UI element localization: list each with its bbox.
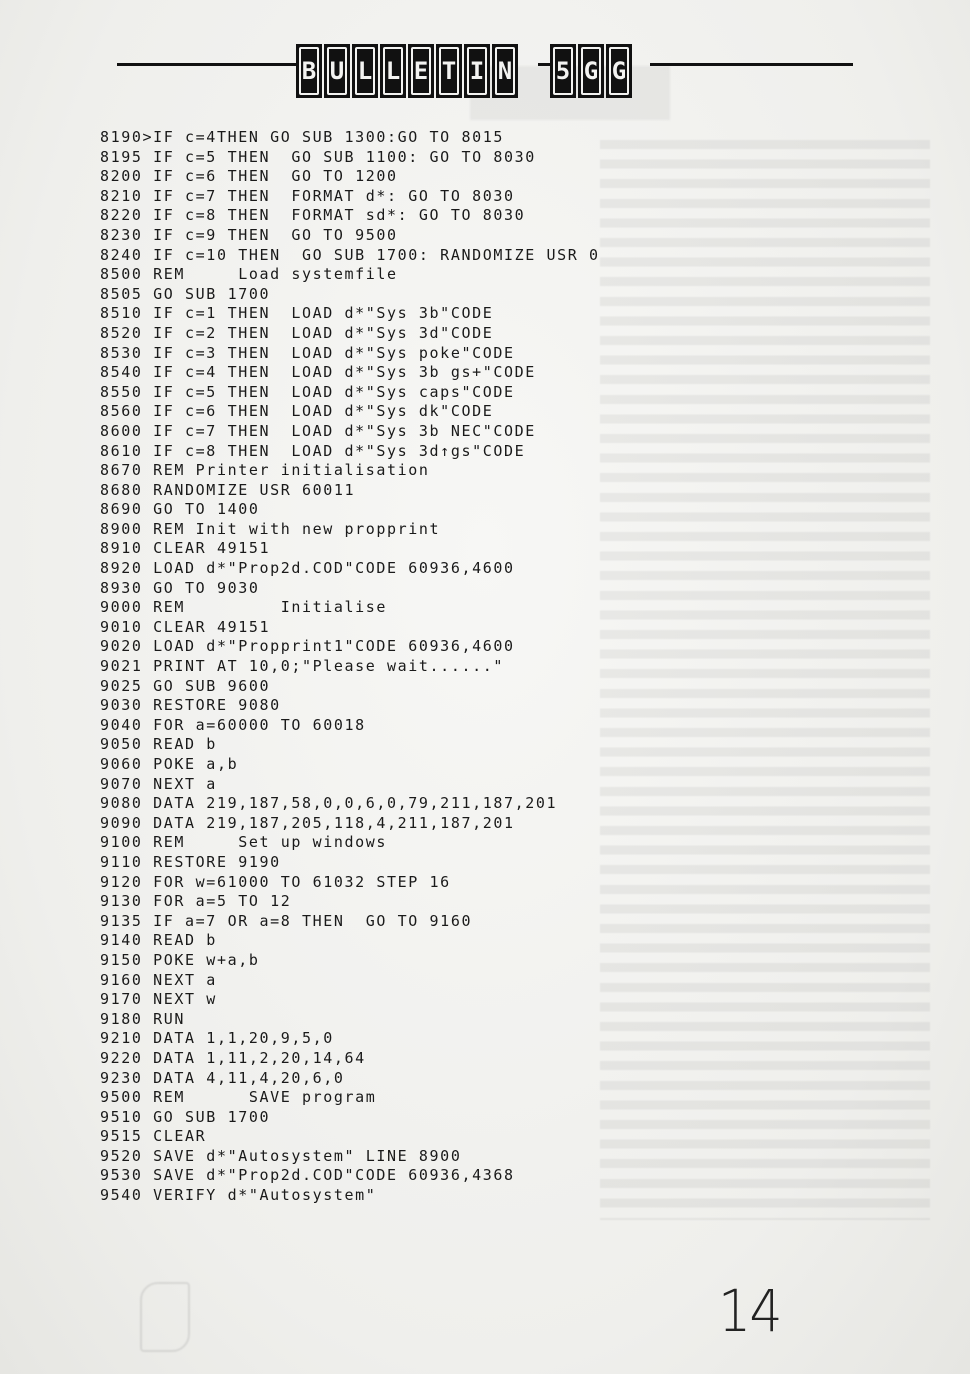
banner-letter: L bbox=[380, 44, 406, 98]
code-line: 9100 REM Set up windows bbox=[100, 833, 388, 852]
code-line: 9120 FOR w=61000 TO 61032 STEP 16 bbox=[100, 872, 451, 891]
code-line: 9021 PRINT AT 10,0;"Please wait......" bbox=[100, 657, 504, 676]
code-line: 8210 IF c=7 THEN FORMAT d*: GO TO 8030 bbox=[100, 186, 515, 205]
code-line: 8520 IF c=2 THEN LOAD d*"Sys 3d"CODE bbox=[100, 323, 494, 342]
code-line: 8600 IF c=7 THEN LOAD d*"Sys 3b NEC"CODE bbox=[100, 421, 536, 440]
code-line: 9000 REM Initialise bbox=[100, 598, 388, 617]
code-line: 8200 IF c=6 THEN GO TO 1200 bbox=[100, 167, 398, 186]
bulletin-banner bbox=[296, 42, 632, 100]
code-line: 8540 IF c=4 THEN LOAD d*"Sys 3b gs+"CODE bbox=[100, 363, 536, 382]
code-line: 9515 CLEAR bbox=[100, 1127, 207, 1146]
header-rule-left bbox=[117, 63, 299, 66]
code-line: 9230 DATA 4,11,4,20,6,0 bbox=[100, 1068, 345, 1087]
code-line: 9180 RUN bbox=[100, 1009, 186, 1028]
page-number: 14 bbox=[718, 1277, 781, 1345]
banner-letter: B bbox=[296, 44, 322, 98]
code-line: 8680 RANDOMIZE USR 60011 bbox=[100, 480, 356, 499]
code-line: 9080 DATA 219,187,58,0,0,6,0,79,211,187,201 bbox=[100, 794, 558, 813]
code-line: 9135 IF a=7 OR a=8 THEN GO TO 9160 bbox=[100, 911, 473, 930]
code-line: 9020 LOAD d*"Propprint1"CODE 60936,4600 bbox=[100, 637, 515, 656]
code-line: 8900 REM Init with new propprint bbox=[100, 519, 441, 538]
header-rule-right bbox=[650, 63, 853, 66]
code-line: 8500 REM Load systemfile bbox=[100, 265, 398, 284]
banner-letter: 5 bbox=[550, 44, 576, 98]
banner-letter: T bbox=[436, 44, 462, 98]
code-line: 9150 POKE w+a,b bbox=[100, 950, 260, 969]
code-line: 9140 READ b bbox=[100, 931, 217, 950]
code-line: 9130 FOR a=5 TO 12 bbox=[100, 892, 292, 911]
code-line: 8910 CLEAR 49151 bbox=[100, 539, 271, 558]
code-line: 8530 IF c=3 THEN LOAD d*"Sys poke"CODE bbox=[100, 343, 515, 362]
code-line: 8560 IF c=6 THEN LOAD d*"Sys dk"CODE bbox=[100, 402, 494, 421]
code-line: 9510 GO SUB 1700 bbox=[100, 1107, 271, 1126]
code-line: 9090 DATA 219,187,205,118,4,211,187,201 bbox=[100, 813, 515, 832]
banner-letter: U bbox=[324, 44, 350, 98]
code-line: 8610 IF c=8 THEN LOAD d*"Sys 3d↑gs"CODE bbox=[100, 441, 526, 460]
code-line: 9170 NEXT w bbox=[100, 990, 217, 1009]
code-line: 9025 GO SUB 9600 bbox=[100, 676, 271, 695]
code-line: 8190>IF c=4THEN GO SUB 1300:GO TO 8015 bbox=[100, 128, 504, 146]
code-line: 9070 NEXT a bbox=[100, 774, 217, 793]
bleed-through-page-number bbox=[140, 1282, 190, 1352]
banner-letter: G bbox=[606, 44, 632, 98]
code-line: 9520 SAVE d*"Autosystem" LINE 8900 bbox=[100, 1146, 462, 1165]
banner-letter: G bbox=[578, 44, 604, 98]
code-line: 9540 VERIFY d*"Autosystem" bbox=[100, 1186, 377, 1205]
code-line: 8230 IF c=9 THEN GO TO 9500 bbox=[100, 225, 398, 244]
code-line: 8920 LOAD d*"Prop2d.COD"CODE 60936,4600 bbox=[100, 559, 515, 578]
code-line: 9060 POKE a,b bbox=[100, 755, 239, 773]
code-line: 8220 IF c=8 THEN FORMAT sd*: GO TO 8030 bbox=[100, 206, 526, 225]
code-line: 8690 GO TO 1400 bbox=[100, 500, 260, 519]
code-line: 9210 DATA 1,1,20,9,5,0 bbox=[100, 1029, 334, 1048]
code-line: 9220 DATA 1,11,2,20,14,64 bbox=[100, 1048, 366, 1067]
code-line: 9500 REM SAVE program bbox=[100, 1088, 377, 1107]
banner-letter: E bbox=[408, 44, 434, 98]
code-line: 9040 FOR a=60000 TO 60018 bbox=[100, 715, 366, 734]
code-line: 8195 IF c=5 THEN GO SUB 1100: GO TO 8030 bbox=[100, 147, 536, 166]
code-line: 8670 REM Printer initialisation bbox=[100, 461, 430, 480]
code-line: 9010 CLEAR 49151 bbox=[100, 617, 271, 636]
code-line: 8550 IF c=5 THEN LOAD d*"Sys caps"CODE bbox=[100, 382, 515, 401]
code-line: 8240 IF c=10 THEN GO SUB 1700: RANDOMIZE USR 0 bbox=[100, 245, 600, 264]
banner-letter: I bbox=[464, 44, 490, 98]
banner-letter: L bbox=[352, 44, 378, 98]
code-line: 9050 READ b bbox=[100, 735, 217, 754]
banner-letter: N bbox=[492, 44, 518, 98]
code-line: 8505 GO SUB 1700 bbox=[100, 284, 271, 303]
code-line: 9160 NEXT a bbox=[100, 970, 217, 989]
code-line: 8930 GO TO 9030 bbox=[100, 578, 260, 597]
code-line: 8510 IF c=1 THEN LOAD d*"Sys 3b"CODE bbox=[100, 304, 494, 323]
code-line: 9110 RESTORE 9190 bbox=[100, 852, 281, 871]
code-line: 9030 RESTORE 9080 bbox=[100, 696, 281, 715]
code-line: 9530 SAVE d*"Prop2d.COD"CODE 60936,4368 bbox=[100, 1166, 515, 1185]
basic-program-listing bbox=[100, 128, 740, 1206]
